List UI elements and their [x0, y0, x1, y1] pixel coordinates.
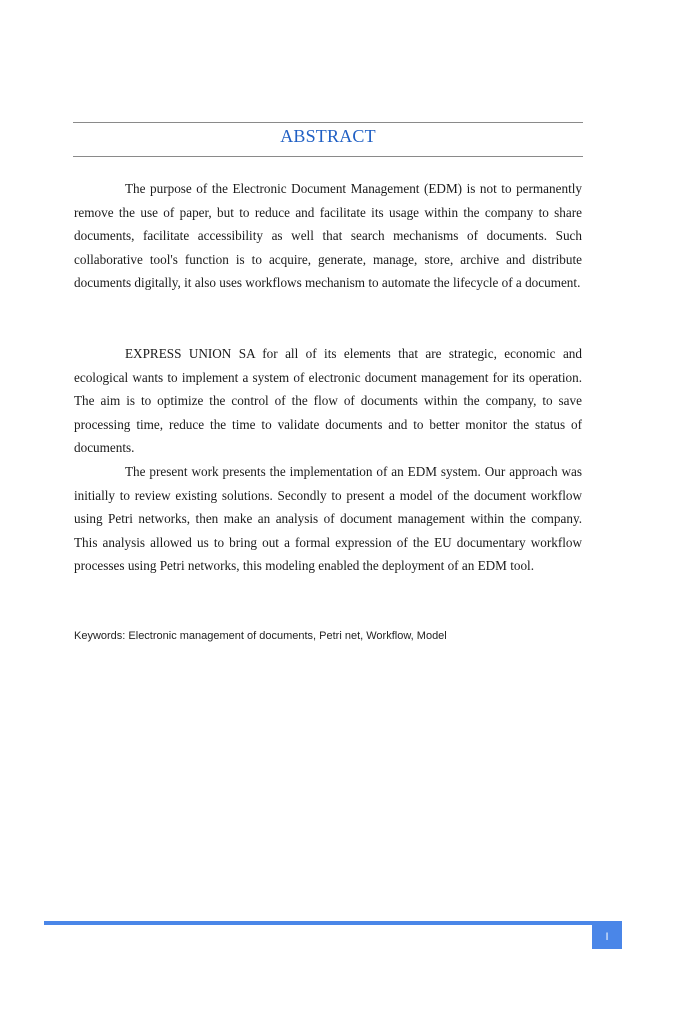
page-number-badge: I	[592, 925, 622, 949]
keywords-line: Keywords: Electronic management of documents, Petri net, Workflow, Model	[74, 630, 447, 642]
footer-accent-bar	[44, 921, 622, 925]
page-title: ABSTRACT	[280, 126, 376, 146]
abstract-paragraph-1	[74, 177, 582, 295]
paragraph-text: The purpose of the Electronic Document Management (EDM) is not to permanently remove the use of paper, but to reduce and facilitate its usage within the company to share documents, facilitate accessibility as well that search mechanisms of documents. Such collaborative tool's function is to acquire, generate, manage, store, archive and distribute documents digitally, it also uses workflows mechanism to automate the lifecycle of a document.	[74, 181, 582, 290]
paragraph-text: The present work presents the implementation of an EDM system. Our approach was initially to review existing solutions. Secondly to present a model of the document workflow using Petri networks, then make an analysis of document management within the company. This analysis allowed us to bring out a formal expression of the EU documentary workflow processes using Petri networks, this modeling enabled the deployment of an EDM tool.	[74, 464, 582, 573]
paragraph-text: EXPRESS UNION SA for all of its elements that are strategic, economic and ecological wants to implement a system of electronic document management for its operation. The aim is to optimize the control of the flow of documents within the company, to save processing time, reduce the time to validate documents and to better monitor the status of documents.	[74, 346, 582, 455]
abstract-paragraph-3	[74, 460, 582, 578]
abstract-paragraph-2	[74, 342, 582, 460]
title-bottom-rule	[73, 156, 583, 157]
title-top-rule	[73, 122, 583, 123]
